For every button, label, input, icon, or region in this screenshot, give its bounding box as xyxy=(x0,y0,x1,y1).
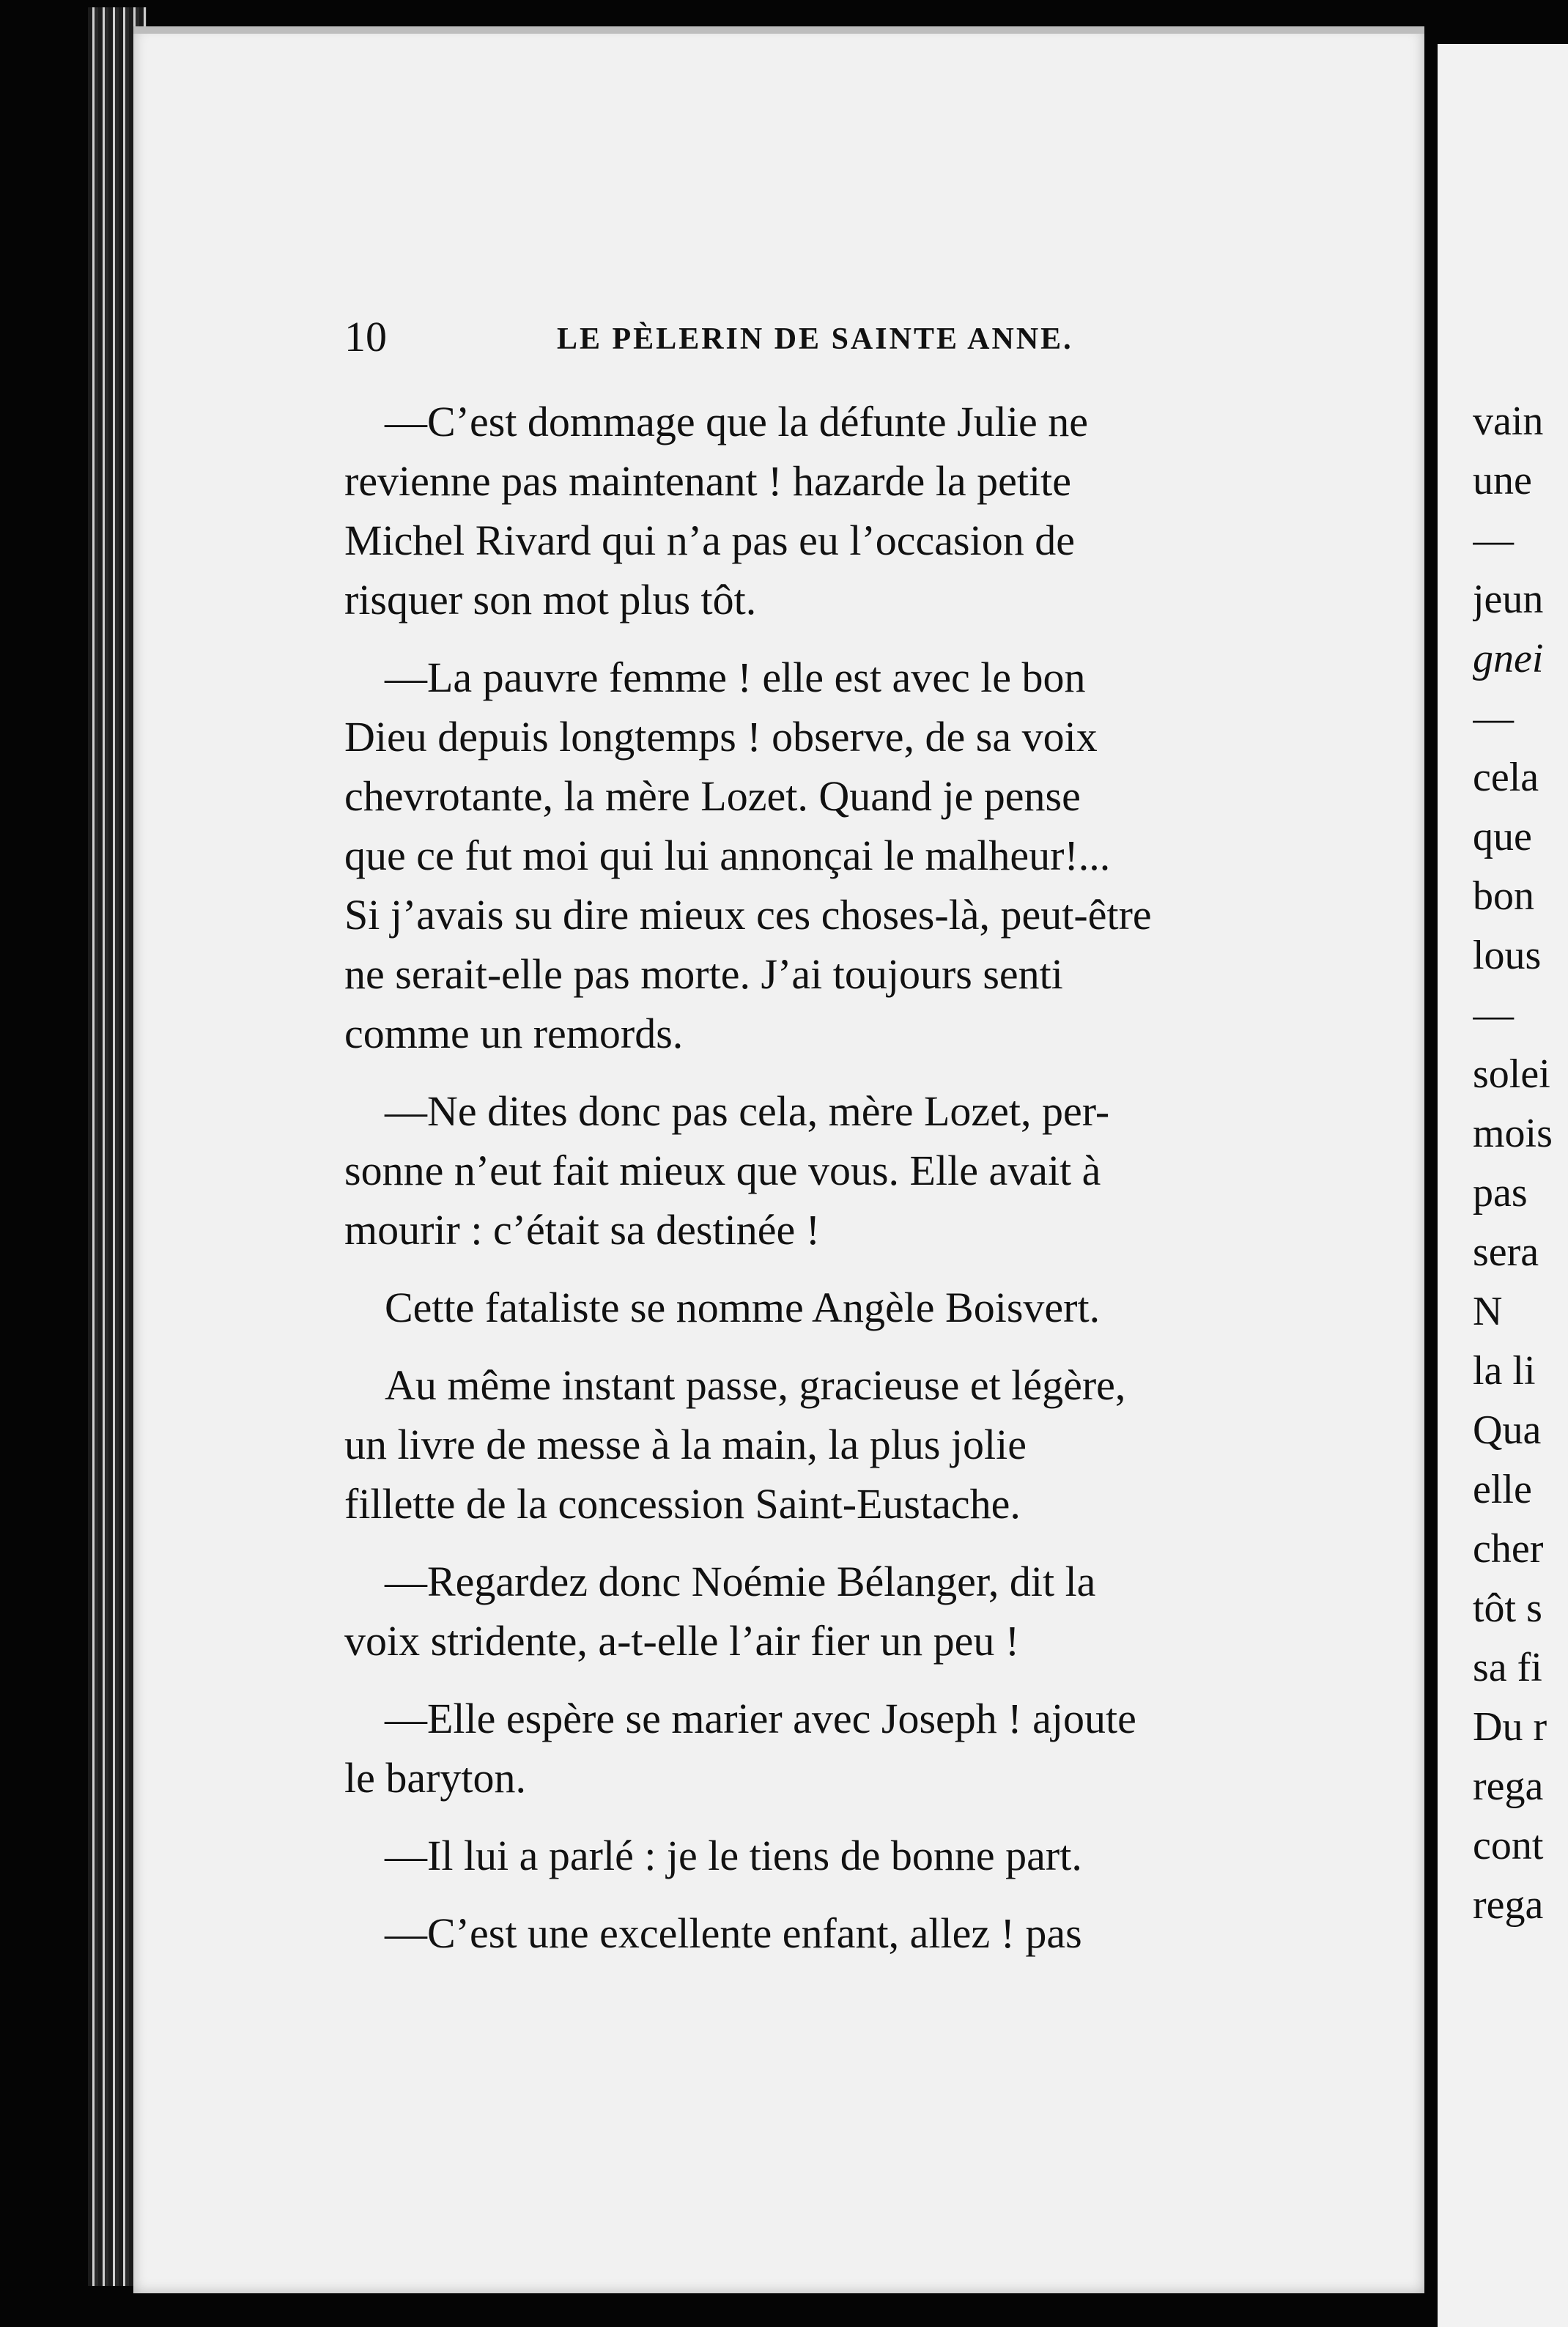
fragment-line: une xyxy=(1473,458,1532,503)
fragment-line: gnei xyxy=(1473,636,1544,681)
fragment-line: cela xyxy=(1473,755,1539,800)
fragment-line: pas xyxy=(1473,1170,1528,1216)
text-line: Michel Rivard qui n’a pas eu l’occasion de xyxy=(344,517,1075,564)
text-line: voix stridente, a-t-elle l’air fier un peu ! xyxy=(344,1617,1020,1665)
text-line: —Regardez donc Noémie Bélanger, dit la xyxy=(385,1558,1096,1605)
text-line: —Il lui a parlé : je le tiens de bonne part. xyxy=(385,1832,1082,1879)
text-line: mourir : c’était sa destinée ! xyxy=(344,1206,821,1254)
paragraph xyxy=(344,1278,1385,1337)
paragraph xyxy=(344,392,1385,629)
fragment-line: rega xyxy=(1473,1764,1544,1809)
text-line: sonne n’eut fait mieux que vous. Elle avait à xyxy=(344,1147,1101,1194)
page-header xyxy=(344,315,1297,359)
text-line: Dieu depuis longtemps ! observe, de sa voix xyxy=(344,713,1098,761)
text-line: —Elle espère se marier avec Joseph ! ajoute xyxy=(385,1695,1136,1742)
text-line: —C’est dommage que la défunte Julie ne xyxy=(385,398,1088,445)
text-line: revienne pas maintenant ! hazarde la petite xyxy=(344,457,1071,505)
fragment-line: cont xyxy=(1473,1823,1544,1868)
fragment-line: sera xyxy=(1473,1229,1539,1275)
fragment-line: solei xyxy=(1473,1051,1550,1097)
fragment-line: elle xyxy=(1473,1467,1532,1512)
fragment-line: sa fi xyxy=(1473,1645,1542,1690)
text-line: comme un remords. xyxy=(344,1010,684,1057)
paragraph xyxy=(344,1081,1385,1259)
right-page-fragments xyxy=(1473,392,1568,1935)
fragment-line: Qua xyxy=(1473,1407,1542,1453)
text-line: un livre de messe à la main, la plus jolie xyxy=(344,1421,1027,1468)
text-line: chevrotante, la mère Lozet. Quand je pense xyxy=(344,772,1081,820)
text-line: le baryton. xyxy=(344,1754,527,1802)
running-head: LE PÈLERIN DE SAINTE ANNE. xyxy=(557,322,1073,356)
fragment-line: mois xyxy=(1473,1111,1553,1156)
paragraph xyxy=(344,1689,1385,1808)
fragment-line: cher xyxy=(1473,1526,1544,1572)
page-number: 10 xyxy=(344,313,387,360)
paragraph xyxy=(344,1355,1385,1534)
text-line: Cette fataliste se nomme Angèle Boisvert. xyxy=(385,1284,1101,1331)
text-line: risquer son mot plus tôt. xyxy=(344,576,757,624)
fragment-line: que xyxy=(1473,814,1532,859)
fragment-line: Du r xyxy=(1473,1704,1547,1750)
fragment-line: la li xyxy=(1473,1348,1536,1394)
text-line: Au même instant passe, gracieuse et légère, xyxy=(385,1361,1126,1409)
fragment-line: N xyxy=(1473,1289,1503,1334)
text-line: Si j’avais su dire mieux ces choses-là, peut-être xyxy=(344,891,1152,939)
fragment-line: vain xyxy=(1473,399,1544,444)
fragment-line: — xyxy=(1473,992,1514,1037)
fragment-line: jeun xyxy=(1473,577,1544,622)
fragment-line: — xyxy=(1473,695,1514,741)
text-line: que ce fut moi qui lui annonçai le malheur!... xyxy=(344,832,1111,879)
paragraph xyxy=(344,1826,1385,1885)
text-line: —C’est une excellente enfant, allez ! pas xyxy=(385,1909,1082,1957)
top-rule xyxy=(133,26,1424,34)
paragraph xyxy=(344,1552,1385,1671)
fragment-line: rega xyxy=(1473,1882,1544,1928)
fragment-line: — xyxy=(1473,517,1514,563)
paragraph xyxy=(344,1904,1385,1963)
text-line: —Ne dites donc pas cela, mère Lozet, per- xyxy=(385,1087,1110,1135)
fragment-line: lous xyxy=(1473,933,1542,978)
fragment-line: tôt s xyxy=(1473,1586,1542,1631)
fragment-line: bon xyxy=(1473,873,1534,919)
text-line: —La pauvre femme ! elle est avec le bon xyxy=(385,654,1086,701)
text-line: ne serait-elle pas morte. J’ai toujours senti xyxy=(344,950,1063,998)
text-line: fillette de la concession Saint-Eustache. xyxy=(344,1480,1021,1528)
body-text xyxy=(344,392,1385,1981)
paragraph xyxy=(344,648,1385,1063)
